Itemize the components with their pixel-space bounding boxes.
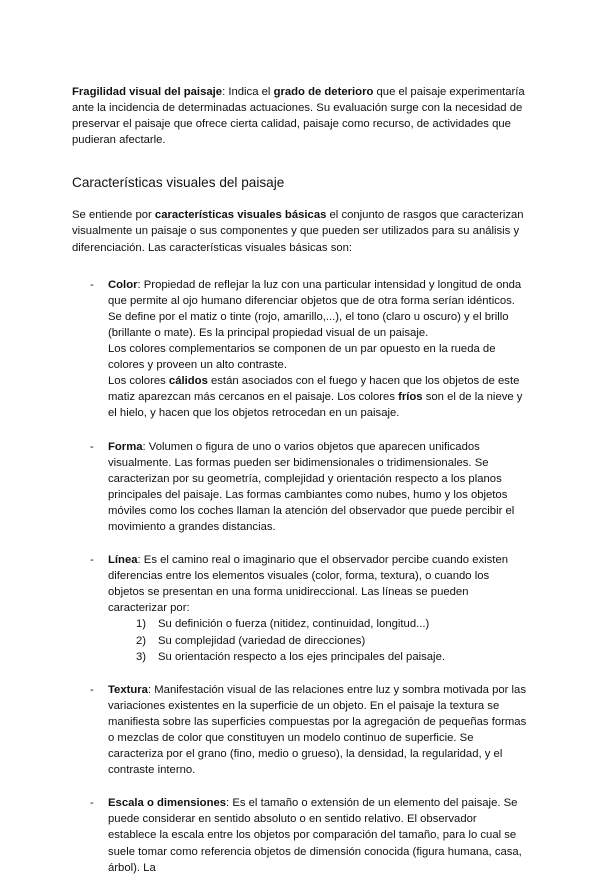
forma-paragraph [108, 439, 528, 536]
linea-paragraph [108, 552, 528, 616]
color-paragraph-3 [108, 373, 528, 421]
bold-text: fríos [398, 391, 423, 404]
list-text: Su definición o fuerza (nitidez, continuidad, longitud...) [158, 618, 430, 631]
list-text: Su complejidad (variedad de direcciones) [158, 634, 366, 647]
list-number: 2) [136, 634, 147, 647]
bullet-dash: - [90, 554, 94, 567]
item-term: Línea [108, 554, 138, 567]
text-span: están asociados con el fuego y hacen que los objetos de este matiz aparezcan más cercanos en el paisaje. Los colores [108, 375, 520, 404]
text-span: : Propiedad de reflejar la luz con una particular intensidad y longitud de onda que permite al ojo humano diferenciar objetos que de otra forma serían idénticos. Se define por el matiz o tinte (rojo, amarillo,...), el tono (claro u oscuro) y el brillo (brillante o mate). Es la principal propiedad visual de un paisaje. [108, 278, 522, 339]
bullet-dash: - [90, 440, 94, 453]
section-heading: Características visuales del paisaje [72, 175, 285, 191]
linea-numbered-list [108, 616, 528, 664]
bold-text: cálidos [168, 375, 208, 388]
escala-paragraph [108, 795, 528, 875]
color-paragraph-1 [108, 277, 528, 341]
text-span: : Es el camino real o imaginario que el observador percibe cuando existen diferencias entre los elementos visuales (color, forma, textura), o cuando los objetos se presentan en una forma unidireccional. Las líneas se pueden caracterizar por: [108, 554, 509, 615]
text-span: que el paisaje experimentaría ante la incidencia de determinadas actuaciones. Su evaluación surge con la necesidad de preservar el paisaje que ofrece cierta calidad, paisaje como recurso, de actividades que pudieran afectarle. [72, 86, 525, 147]
numbered-list-item [136, 616, 528, 632]
color-paragraph-2: Los colores complementarios se componen de un par opuesto en la rueda de colores y proveen un alto contraste. [108, 343, 496, 372]
bullet-dash: - [90, 683, 94, 696]
document-page [72, 84, 528, 893]
list-text: Su orientación respecto a los ejes principales del paisaje. [158, 650, 445, 663]
list-item-forma [72, 439, 528, 536]
bullet-dash: - [90, 278, 94, 291]
intro-paragraph [72, 207, 528, 255]
text-span: : Es el tamaño o extensión de un elemento del paisaje. Se puede considerar en sentido absoluto o en sentido relativo. El observador establece la escala entre los objetos por comparación del tamaño, para lo cual se suele tomar como referencia objetos de dimensión conocida (figura humana, casa, árbol). La [108, 797, 522, 874]
text-span: el conjunto de rasgos que caracterizan visualmente un paisaje o sus componentes y que pueden ser utilizados para su análisis y diferenciación. Las características visuales básicas son: [72, 209, 524, 254]
bullet-dash: - [90, 797, 94, 810]
text-span: : Volumen o figura de uno o varios objetos que aparecen unificados visualmente. Las formas pueden ser bidimensionales o tridimensionales. Se caracterizan por su geometría, complejidad y orientación respecto a los planos principales del paisaje. Las formas cambiantes como nubes, humo y los objetos móviles como los coches llaman la atención del observador que puede percibir el movimiento a grandes distancias. [108, 440, 515, 533]
list-number: 1) [136, 618, 147, 631]
list-item-linea [72, 552, 528, 665]
numbered-list-item [136, 633, 528, 649]
fragilidad-paragraph [72, 84, 528, 148]
item-term: Escala o dimensiones [108, 797, 227, 810]
fragilidad-term: Fragilidad visual del paisaje [72, 86, 223, 98]
text-span: Se entiende por [72, 209, 155, 222]
text-span: : Indica el [222, 86, 274, 98]
bold-text: características visuales básicas [154, 209, 327, 222]
list-item-textura [72, 682, 528, 779]
item-term: Color [108, 278, 138, 291]
item-term: Forma [108, 440, 143, 453]
list-number: 3) [136, 650, 147, 663]
numbered-list-item [136, 649, 528, 665]
textura-paragraph [108, 682, 528, 779]
list-item-escala [72, 795, 528, 875]
text-span: son el de la nieve y el hielo, y hacen que los objetos retrocedan en un paisaje. [108, 391, 523, 420]
text-span: Los colores [108, 375, 169, 388]
list-item-color [72, 277, 528, 422]
bold-text: grado de deterioro [273, 86, 374, 98]
text-span: : Manifestación visual de las relaciones entre luz y sombra motivada por las variaciones existentes en la superficie de un objeto. En el paisaje la textura se manifiesta sobre las superficies compuestas por la agregación de pequeñas formas o mezclas de color que constituyen un modelo continuo de superficie. Se caracteriza por el grano (fino, medio o grueso), la densidad, la regularidad, y el contraste interno. [108, 683, 527, 777]
item-term: Textura [108, 683, 148, 696]
